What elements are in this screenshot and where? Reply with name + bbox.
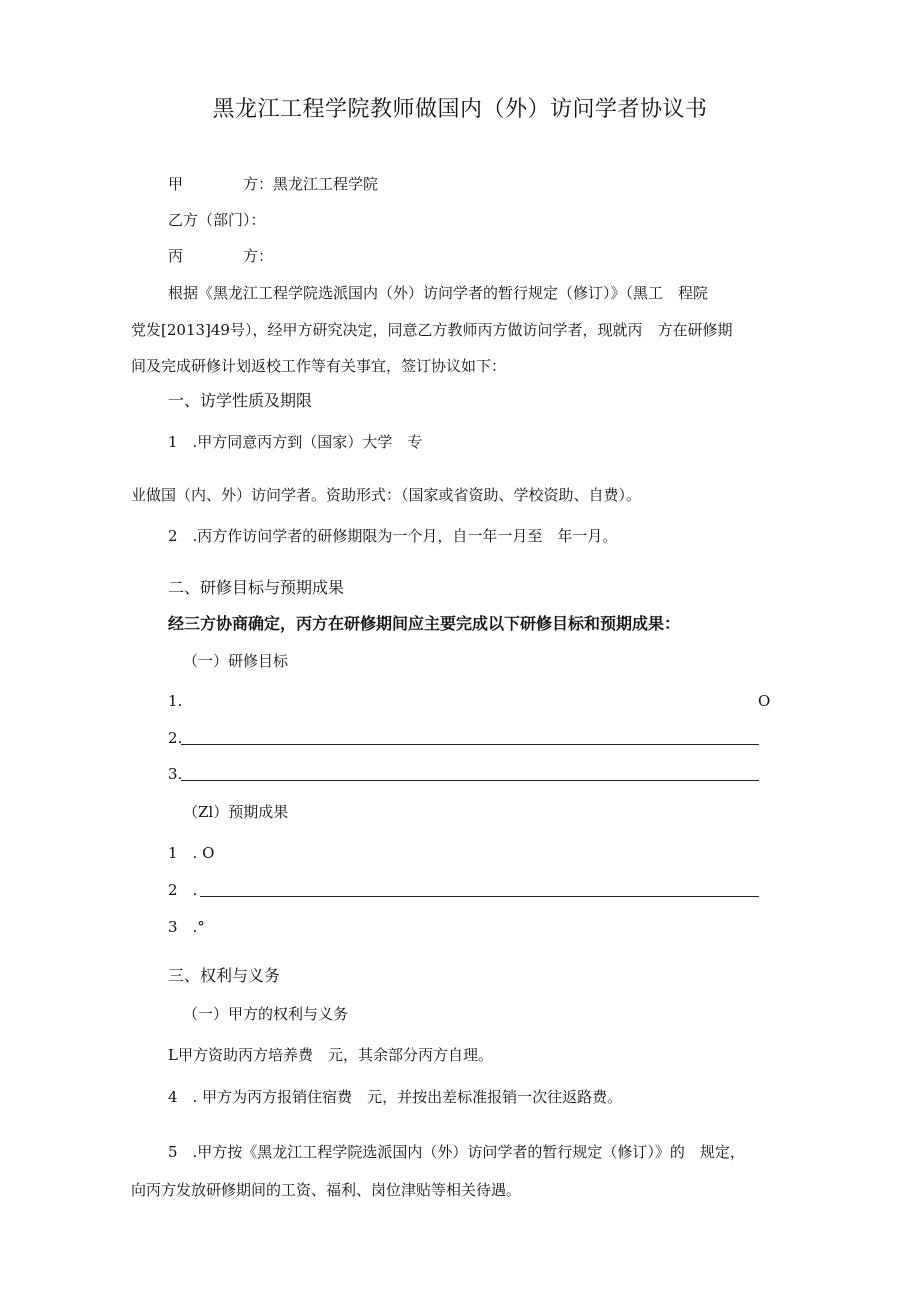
section-3-heading: 三、权利与义务 — [168, 966, 281, 985]
result-3: 3 .° — [168, 918, 205, 936]
goal-2-blank-line — [181, 744, 759, 745]
section-3-item-5a: 5 .甲方按《黑龙江工程学院选派国内（外）访问学者的暂行规定（修订）》的 规定， — [168, 1143, 745, 1161]
intro-line-1: 根据《黑龙江工程学院选派国内（外）访问学者的暂行规定（修订）》（黑工 程院 — [168, 284, 709, 302]
section-3-item-5b: 向丙方发放研修期间的工资、福利、岗位津贴等相关待遇。 — [131, 1181, 522, 1199]
section-1-item-1b: 业做国（内、外）访问学者。资助形式：（国家或省资助、学校资助、自费）。 — [131, 486, 642, 504]
goal-1-number: 1. — [168, 692, 183, 710]
party-a-label: 甲 — [168, 175, 184, 193]
section-1-item-1a: 1 .甲方同意丙方到（国家）大学 专 — [168, 433, 423, 451]
result-2-blank-line — [200, 896, 759, 897]
section-3-item-4: 4 . 甲方为丙方报销住宿费 元，并按出差标准报销一次往返路费。 — [168, 1088, 623, 1106]
party-b-label: 乙方（部门）： — [168, 211, 266, 229]
goal-1-end: O — [758, 692, 771, 710]
section-2-heading: 二、研修目标与预期成果 — [168, 578, 345, 597]
section-2-sub-goals: （一）研修目标 — [183, 652, 289, 670]
result-1: 1 . O — [168, 844, 215, 862]
party-a-name: 方：黑龙江工程学院 — [243, 175, 379, 193]
result-2-number: 2 . — [168, 881, 198, 899]
intro-line-2: 党发[2013]49号），经甲方研究决定，同意乙方教师丙方做访问学者，现就丙 方在研修期 — [131, 321, 733, 339]
section-3-item-l: L甲方资助丙方培养费 元，其余部分丙方自理。 — [168, 1046, 493, 1064]
section-1-heading: 一、访学性质及期限 — [168, 391, 313, 410]
section-2-lead: 经三方协商确定，丙方在研修期间应主要完成以下研修目标和预期成果： — [168, 614, 681, 633]
intro-line-3: 间及完成研修计划返校工作等有关事宜，签订协议如下： — [131, 357, 507, 375]
document-title: 黑龙江工程学院教师做国内（外）访问学者协议书 — [212, 97, 708, 122]
goal-3-blank-line — [181, 780, 759, 781]
party-c-label: 丙 — [168, 247, 184, 265]
goal-3-number: 3. — [168, 765, 183, 783]
section-1-item-2: 2 .丙方作访问学者的研修期限为一个月，自一年一月至 年一月。 — [168, 527, 618, 545]
party-c-name: 方： — [243, 247, 274, 265]
section-3-sub-1: （一）甲方的权利与义务 — [183, 1005, 349, 1023]
goal-2-number: 2. — [168, 729, 183, 747]
section-2-sub-results: （Zl）预期成果 — [183, 803, 289, 821]
